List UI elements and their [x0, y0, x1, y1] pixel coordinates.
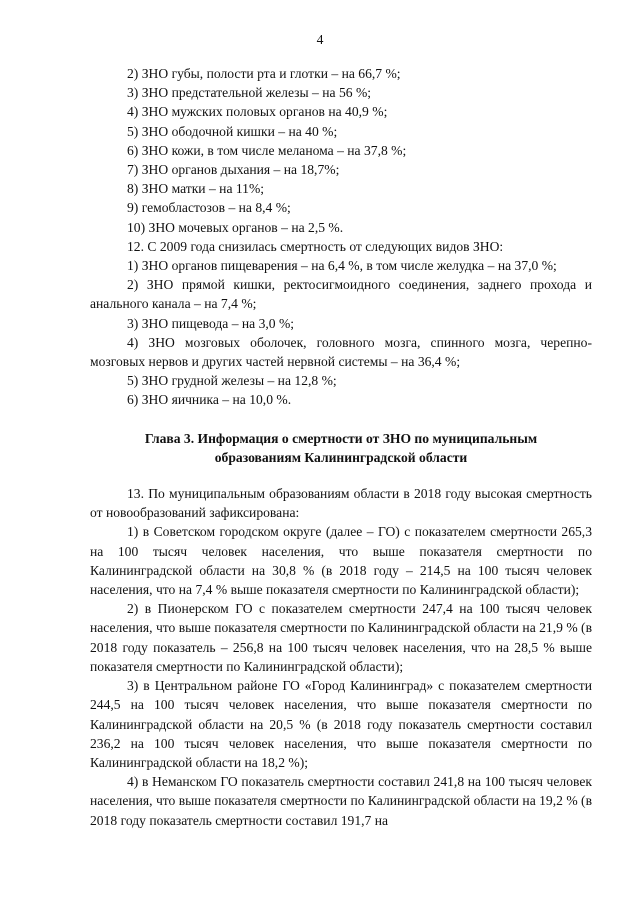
- document-body: [90, 64, 592, 830]
- list-b-item: 5) ЗНО грудной железы – на 12,8 %;: [127, 373, 337, 389]
- list-c-item: 2) в Пионерском ГО с показателем смертности 247,4 на 100 тысяч человек населения, что выше показателя смертности по Калининградской области на 21,9 % (в 2018 году показатель – 256,8 на 100 тысяч человек населения, что на 28,5 % выше показателя смертности по Калининградской области);: [90, 601, 592, 674]
- list-a-item: 7) ЗНО органов дыхания – на 18,7%;: [127, 162, 340, 178]
- list-a-item: 6) ЗНО кожи, в том числе меланома – на 37,8 %;: [127, 142, 407, 158]
- list-c-item: 3) в Центральном районе ГО «Город Калининград» с показателем смертности 244,5 на 100 тысяч человек населения, что выше показателя смертности по Калининградской области на 20,5 % (в 2018 году показатель смертности составил 236,2 на 100 тысяч человек населения, что выше показателя смертности по Калининградской области на 18,2 %);: [90, 678, 592, 770]
- list-b-item: 3) ЗНО пищевода – на 3,0 %;: [127, 315, 295, 331]
- paragraph-13: 13. По муниципальным образованиям области в 2018 году высокая смертность от новообразований зафиксирована:: [90, 486, 592, 521]
- list-b-item: 4) ЗНО мозговых оболочек, головного мозга, спинного мозга, черепно-мозговых нервов и других частей нервной системы – на 36,4 %;: [90, 334, 592, 370]
- list-a-item: 2) ЗНО губы, полости рта и глотки – на 66,7 %;: [127, 66, 401, 81]
- paragraph-12: 12. С 2009 года снизилась смертность от следующих видов ЗНО:: [127, 238, 504, 254]
- list-b-item: 1) ЗНО органов пищеварения – на 6,4 %, в том числе желудка – на 37,0 %;: [127, 258, 557, 274]
- list-b-item: 2) ЗНО прямой кишки, ректосигмоидного соединения, заднего прохода и анального канала – на 7,4 %;: [90, 277, 592, 312]
- list-c-item: 1) в Советском городском округе (далее – ГО) с показателем смертности 265,3 на 100 тысяч человек населения, что выше показателя смертности по Калининградской области на 30,8 % (в 2018 году – 214,5 на 100 тысяч человек населения, что на 7,4 % выше показателя смертности по Калининградской области);: [90, 524, 592, 598]
- list-a-item: 8) ЗНО матки – на 11%;: [127, 181, 265, 197]
- chapter-heading: Глава 3. Информация о смертности от ЗНО по муниципальным образованиям Калининградской области: [144, 430, 538, 465]
- list-a-item: 5) ЗНО ободочной кишки – на 40 %;: [127, 123, 338, 139]
- list-a-item: 4) ЗНО мужских половых органов на 40,9 %;: [127, 104, 388, 120]
- list-c-item: 4) в Неманском ГО показатель смертности составил 241,8 на 100 тысяч человек населения, что выше показателя смертности по Калининградской области на 19,2 % (в 2018 году показатель смертности составил 191,7 на: [90, 774, 592, 828]
- list-a-item: 10) ЗНО мочевых органов – на 2,5 %.: [127, 219, 344, 235]
- page-number: 4: [316, 32, 324, 47]
- list-a-item: 9) гемобластозов – на 8,4 %;: [127, 200, 291, 216]
- list-b-item: 6) ЗНО яичника – на 10,0 %.: [127, 392, 292, 408]
- list-a-item: 3) ЗНО предстательной железы – на 56 %;: [127, 85, 372, 101]
